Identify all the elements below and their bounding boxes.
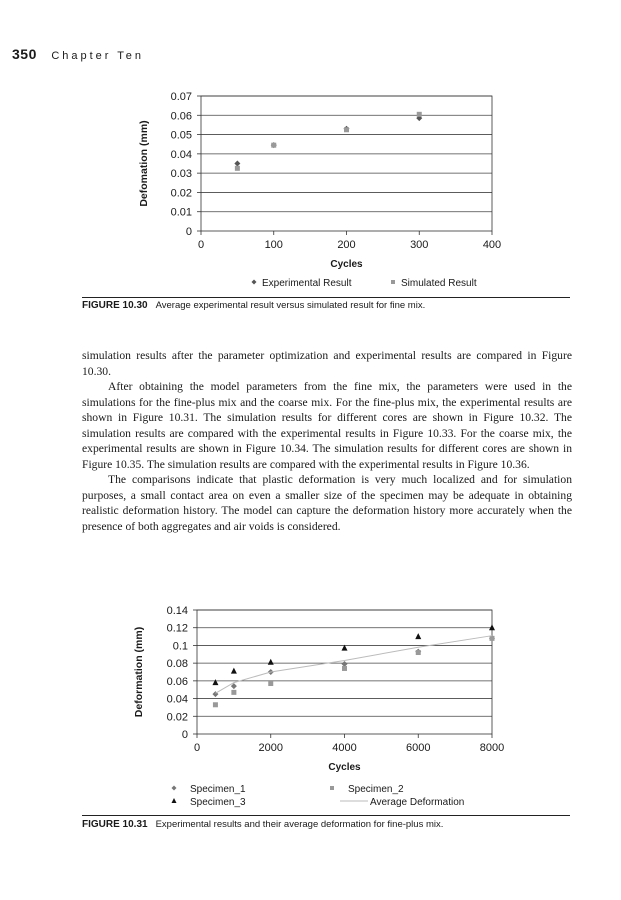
x-tick-label: 2000 xyxy=(258,742,283,754)
y-tick-label: 0.06 xyxy=(166,675,188,688)
y-tick-label: 0.07 xyxy=(170,91,192,103)
data-point xyxy=(342,666,347,671)
x-tick-label: 300 xyxy=(410,239,429,251)
data-point xyxy=(344,127,349,132)
legend-marker xyxy=(172,798,177,803)
data-point xyxy=(234,161,240,167)
y-tick-label: 0.03 xyxy=(170,168,192,181)
y-tick-label: 0.1 xyxy=(172,640,188,653)
figure-10-30-label: FIGURE 10.30 xyxy=(82,300,148,311)
paragraph-1: simulation results after the parameter optimization and experimental results are compared in Figure 10.30. xyxy=(82,349,572,378)
data-point xyxy=(231,690,236,695)
x-axis-title: Cycles xyxy=(328,762,361,773)
y-tick-label: 0.06 xyxy=(170,110,192,123)
data-point xyxy=(268,659,274,665)
x-axis-title: Cycles xyxy=(330,259,363,270)
x-tick-label: 4000 xyxy=(332,742,357,754)
y-tick-label: 0.14 xyxy=(166,605,188,617)
legend-label: Simulated Result xyxy=(401,278,477,289)
x-tick-label: 6000 xyxy=(406,742,431,754)
y-tick-label: 0.04 xyxy=(170,148,192,161)
figure-10-30-rule xyxy=(82,297,570,298)
plot-area xyxy=(197,610,492,734)
data-point xyxy=(235,166,240,171)
legend-label: Specimen_2 xyxy=(348,784,404,795)
y-tick-label: 0.12 xyxy=(166,622,188,635)
data-point xyxy=(212,679,218,685)
legend-label: Specimen_3 xyxy=(190,797,246,808)
x-tick-label: 100 xyxy=(264,239,283,251)
figure-10-31-label: FIGURE 10.31 xyxy=(82,819,148,830)
figure-10-31-caption-text: Experimental results and their average deformation for fine-plus mix. xyxy=(155,819,444,830)
y-tick-label: 0.02 xyxy=(166,711,188,724)
y-tick-label: 0 xyxy=(185,226,192,238)
plot-area xyxy=(201,96,492,231)
x-tick-label: 0 xyxy=(193,742,201,754)
figure-10-30-chart xyxy=(0,0,621,300)
data-point xyxy=(271,143,276,148)
figure-10-31-rule xyxy=(82,815,570,816)
x-tick-label: 8000 xyxy=(479,742,505,754)
y-tick-label: 0.08 xyxy=(166,658,188,671)
legend-marker xyxy=(391,280,395,284)
legend-marker xyxy=(252,280,257,285)
figure-10-31-chart xyxy=(0,596,621,826)
series-line xyxy=(215,636,492,694)
figure-10-31-caption xyxy=(82,819,570,830)
legend-label: Experimental Result xyxy=(262,278,352,289)
y-axis-title: Deformation (mm) xyxy=(133,626,145,718)
data-point xyxy=(213,702,218,707)
body-text xyxy=(82,348,572,534)
data-point xyxy=(231,668,237,674)
legend-marker xyxy=(330,786,334,790)
figure-10-30-caption xyxy=(82,300,570,311)
data-point xyxy=(416,650,421,655)
paragraph-3: The comparisons indicate that plastic deformation is very much localized and for simulation purposes, a small contact area on even a smaller size of the specimen may be adequate in obtaining realistic deformation history. The model can capture the deformation history more accurately when the presence of both aggregates and air voids is considered. xyxy=(82,473,572,533)
data-point xyxy=(417,112,422,117)
y-tick-label: 0.05 xyxy=(170,129,192,142)
y-tick-label: 0 xyxy=(181,729,188,741)
chapter-title: Chapter Ten xyxy=(51,50,145,62)
data-point xyxy=(415,633,421,639)
legend-label: Average Deformation xyxy=(370,797,465,808)
data-point xyxy=(489,624,495,630)
y-axis-title: Defomation (mm) xyxy=(138,120,150,207)
x-tick-label: 0 xyxy=(197,239,205,251)
data-point xyxy=(490,636,495,641)
y-tick-label: 0.01 xyxy=(170,206,192,219)
x-tick-label: 400 xyxy=(482,239,502,251)
y-tick-label: 0.02 xyxy=(170,187,192,200)
y-tick-label: 0.04 xyxy=(166,693,188,706)
legend-label: Specimen_1 xyxy=(190,784,246,795)
paragraph-2: After obtaining the model parameters from the fine mix, the parameters were used in the simulations for the fine-plus mix and the coarse mix. For the fine-plus mix, the experimental results are shown in Figure 10.31. The simulation results for different cores are shown in Figure 10.32. The simulation results are compared with the experimental results in Figure 10.33. For the coarse mix, the experimental results are shown in Figure 10.34. The simulation results for different cores are shown in Figure 10.35. The simulation results are compared with the experimental results in Figure 10.36. xyxy=(82,380,572,471)
legend-marker xyxy=(172,786,177,791)
data-point xyxy=(268,681,273,686)
page-number: 350 xyxy=(12,46,37,62)
figure-10-30-caption-text: Average experimental result versus simulated result for fine mix. xyxy=(155,300,426,311)
x-tick-label: 200 xyxy=(337,239,356,251)
